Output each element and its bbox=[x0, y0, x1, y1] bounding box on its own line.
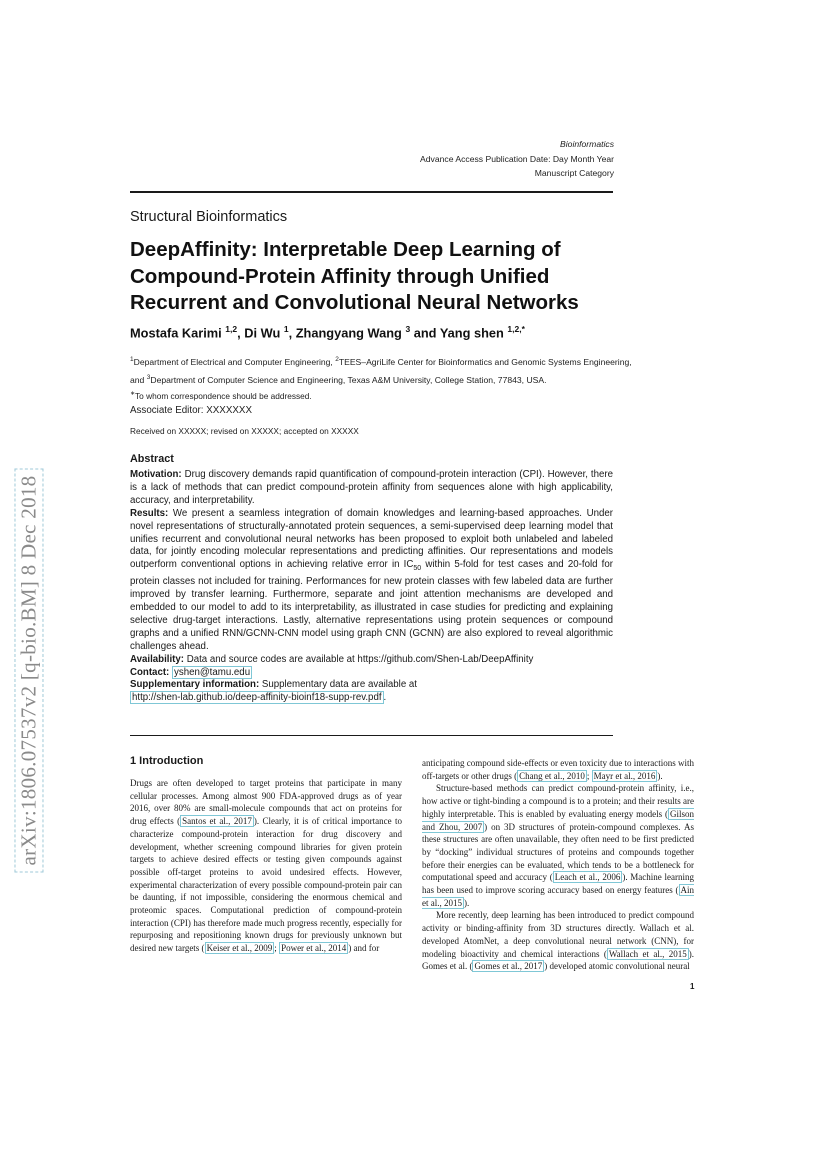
citation-link[interactable]: Leach et al., 2006 bbox=[554, 872, 621, 883]
abstract-availability bbox=[130, 654, 613, 667]
intro-paragraph bbox=[422, 757, 694, 782]
paragraph-text: anticipating compound side-effects or even toxicity due to interactions with off-targets or other drugs ( bbox=[422, 758, 695, 781]
author-separator: , bbox=[288, 325, 296, 341]
affiliation-text: Department of Computer Science and Engineering, Texas A&M University, College Station, 77843, USA. bbox=[150, 375, 547, 386]
correspondence-note bbox=[130, 390, 312, 401]
abstract-motivation bbox=[130, 469, 613, 508]
paragraph-text: More recently, deep learning has been introduced to predict compound activity or binding-affinity from 3D structures directly. Wallach et al. developed AtomNet, a deep convolutional neural network (CNN), for modeling bioactivity and chemical interactions ( bbox=[422, 910, 694, 959]
motivation-text: Drug discovery demands rapid quantification of compound-protein interaction (CPI). However, there is a lack of methods that can predict compound-protein affinity from sequences alone with high applicability, accuracy, and interpretability. bbox=[130, 469, 613, 506]
affiliation-text: TEES–AgriLife Center for Bioinformatics and Genomic Systems Engineering, bbox=[338, 356, 632, 367]
arxiv-id[interactable]: arXiv:1806.07537v2 [q-bio.BM] 8 Dec 2018 bbox=[15, 468, 44, 872]
access-info: Advance Access Publication Date: Day Month Year bbox=[420, 153, 614, 164]
citation-link[interactable]: Keiser et al., 2009 bbox=[206, 943, 273, 954]
affil-mark: 2 bbox=[335, 356, 339, 363]
supp-text: Supplementary data are available at bbox=[261, 679, 417, 691]
author-affil-mark: 1,2 bbox=[225, 324, 238, 334]
results-label: Results: bbox=[130, 507, 169, 519]
paragraph-text: ). Clearly, it is of critical importance to characterize compound-protein interaction for drug discovery and development, whether screening compound libraries for given protein targets to achieve desired effects or testing given compounds against possible off-target proteins to avoid undesired effects. However, experimental characterization of every possible compound-protein pair can be daunting, if not impossible, considering the enormous chemical and proteomic spaces. Computational prediction of compound-protein interaction (CPI) has therefore made much progress recently, especially for repurposing and repositioning known drugs for previously unknown but desired new targets ( bbox=[130, 816, 403, 954]
author-affil-mark: 1,2,* bbox=[507, 324, 525, 334]
section-label: Structural Bioinformatics bbox=[130, 209, 288, 225]
header-rule bbox=[130, 191, 613, 193]
intro-paragraph bbox=[422, 782, 694, 909]
citation-link[interactable]: Power et al., 2014 bbox=[281, 943, 347, 954]
paragraph-text: Structure-based methods can predict compound-protein affinity, i.e., how active or tight-binding a compound is to a protein; and their results are highly interpretable. This is enabled by evaluating energy models ( bbox=[422, 783, 694, 819]
affiliation-text: and bbox=[130, 375, 147, 386]
availability-text: Data and source codes are available at https://github.com/Shen-Lab/DeepAffinity bbox=[186, 653, 534, 665]
contact-label: Contact: bbox=[130, 666, 170, 678]
author-separator: and bbox=[410, 325, 440, 341]
author-separator: , bbox=[237, 325, 245, 341]
results-text: within 5-fold for test cases and 20-fold for protein classes not included for training. Performances for new protein classes with few labeled data are further improved by transfer learning. Furthermore, separate and joint attention mechanisms are developed and embedded to our model to add to its interpretability, as illustrated in case studies for predicting and explaining selective drug-target interactions. Lastly, alternative representations using protein sequences or compound graphs and a unified RNN/GCNN-CNN model using graph CNN (GCNN) are also explored to reveal algorithmic challenges ahead. bbox=[130, 559, 613, 652]
journal-name: Bioinformatics bbox=[560, 139, 614, 149]
paragraph-text: ). bbox=[464, 897, 470, 908]
author-name: Mostafa Karimi bbox=[130, 325, 222, 341]
abstract-supplementary bbox=[130, 679, 613, 705]
motivation-label: Motivation: bbox=[130, 469, 182, 480]
citation-separator: ; bbox=[274, 943, 280, 954]
journal-meta bbox=[420, 137, 614, 181]
paper-title: DeepAffinity: Interpretable Deep Learning of Compound-Protein Affinity through Unified Recurrent and Convolutional Neural Networks bbox=[130, 238, 579, 314]
citation-link[interactable]: Gomes et al., 2017 bbox=[474, 961, 543, 972]
author-name: Zhangyang Wang bbox=[295, 325, 402, 341]
paragraph-text: ) on 3D structures of protein-compound complexes. As these structures are often unavailable, they often need to be first predicted by “docking” individual structures of proteins and compounds together before their energies can be evaluated, which tends to be a bottleneck for computational speed and accuracy ( bbox=[422, 821, 694, 883]
page-number: 1 bbox=[690, 982, 695, 991]
citation-link[interactable]: Santos et al., 2017 bbox=[182, 816, 252, 827]
supp-label: Supplementary information: bbox=[130, 679, 260, 691]
results-text: We present a seamless integration of domain knowledges and learning-based approaches. Under novel representations of structurally-annotated protein sequences, a semi-supervised deep learning model that unifies recurrent and convolutional neural networks has been proposed to exploit both unlabeled and labeled data, for jointly encoding molecular representations and predicting affinities. Our representations and models outperform conventional options in achieving relative error in IC bbox=[130, 507, 613, 571]
contact-email-link[interactable]: yshen@tamu.edu bbox=[174, 666, 251, 678]
manuscript-category: Manuscript Category bbox=[534, 168, 614, 178]
affiliation-line bbox=[130, 352, 632, 370]
paragraph-text: ). Machine learning has been used to improve scoring accuracy based on energy features ( bbox=[422, 872, 694, 896]
abstract-rule bbox=[130, 735, 613, 736]
citation-link[interactable]: Wallach et al., 2015 bbox=[608, 948, 687, 959]
citation-separator: ; bbox=[586, 770, 592, 781]
paragraph-text: ) developed atomic convolutional neural bbox=[544, 961, 690, 972]
supp-end: . bbox=[383, 692, 387, 704]
author-affil-mark: 1 bbox=[283, 324, 289, 334]
author-name: Yang shen bbox=[439, 325, 504, 341]
abstract bbox=[130, 452, 613, 705]
abstract-contact bbox=[130, 667, 613, 680]
intro-paragraph bbox=[130, 777, 402, 955]
ic50-subscript: 50 bbox=[413, 565, 422, 573]
intro-paragraph bbox=[422, 909, 694, 973]
affiliation-text: Department of Electrical and Computer Engineering, bbox=[133, 356, 336, 367]
paragraph-text: ). Gomes et al. ( bbox=[422, 948, 695, 972]
availability-label: Availability: bbox=[130, 653, 185, 665]
supp-url-link[interactable]: http://shen-lab.github.io/deep-affinity-bioinf18-supp-rev.pdf bbox=[132, 692, 382, 704]
affiliations bbox=[130, 352, 632, 389]
affil-mark: 1 bbox=[130, 356, 134, 363]
abstract-heading: Abstract bbox=[130, 453, 174, 465]
paragraph-text: Drugs are often developed to target proteins that participate in many cellular processes. Among almost 900 FDA-approved drugs as of year 2016, over 80% are small-molecule compounds that act on proteins for drug effects ( bbox=[130, 778, 402, 827]
received-dates: Received on XXXXX; revised on XXXXX; accepted on XXXXX bbox=[130, 426, 359, 436]
correspondence-text: To whom correspondence should be addressed. bbox=[135, 390, 312, 401]
citation-link[interactable]: Ain et al., 2015 bbox=[422, 885, 694, 908]
intro-heading: 1 Introduction bbox=[130, 755, 204, 767]
associate-editor: Associate Editor: XXXXXXX bbox=[130, 405, 252, 416]
body-column-left bbox=[130, 754, 402, 955]
author-list bbox=[130, 324, 525, 340]
affil-mark: 3 bbox=[146, 374, 151, 382]
citation-link[interactable]: Chang et al., 2010 bbox=[519, 770, 585, 781]
author-affil-mark: 3 bbox=[405, 324, 411, 334]
arxiv-stamp bbox=[8, 450, 50, 890]
affiliation-line bbox=[130, 370, 632, 388]
abstract-results bbox=[130, 508, 613, 654]
citation-link[interactable]: Mayr et al., 2016 bbox=[593, 770, 656, 781]
paragraph-text: ) and for bbox=[348, 943, 380, 954]
body-column-right bbox=[422, 757, 694, 973]
paragraph-text: ). bbox=[657, 770, 663, 781]
author-name: Di Wu bbox=[244, 325, 281, 341]
corresp-mark: ∗ bbox=[130, 391, 136, 397]
citation-link[interactable]: Gilson and Zhou, 2007 bbox=[422, 808, 694, 832]
